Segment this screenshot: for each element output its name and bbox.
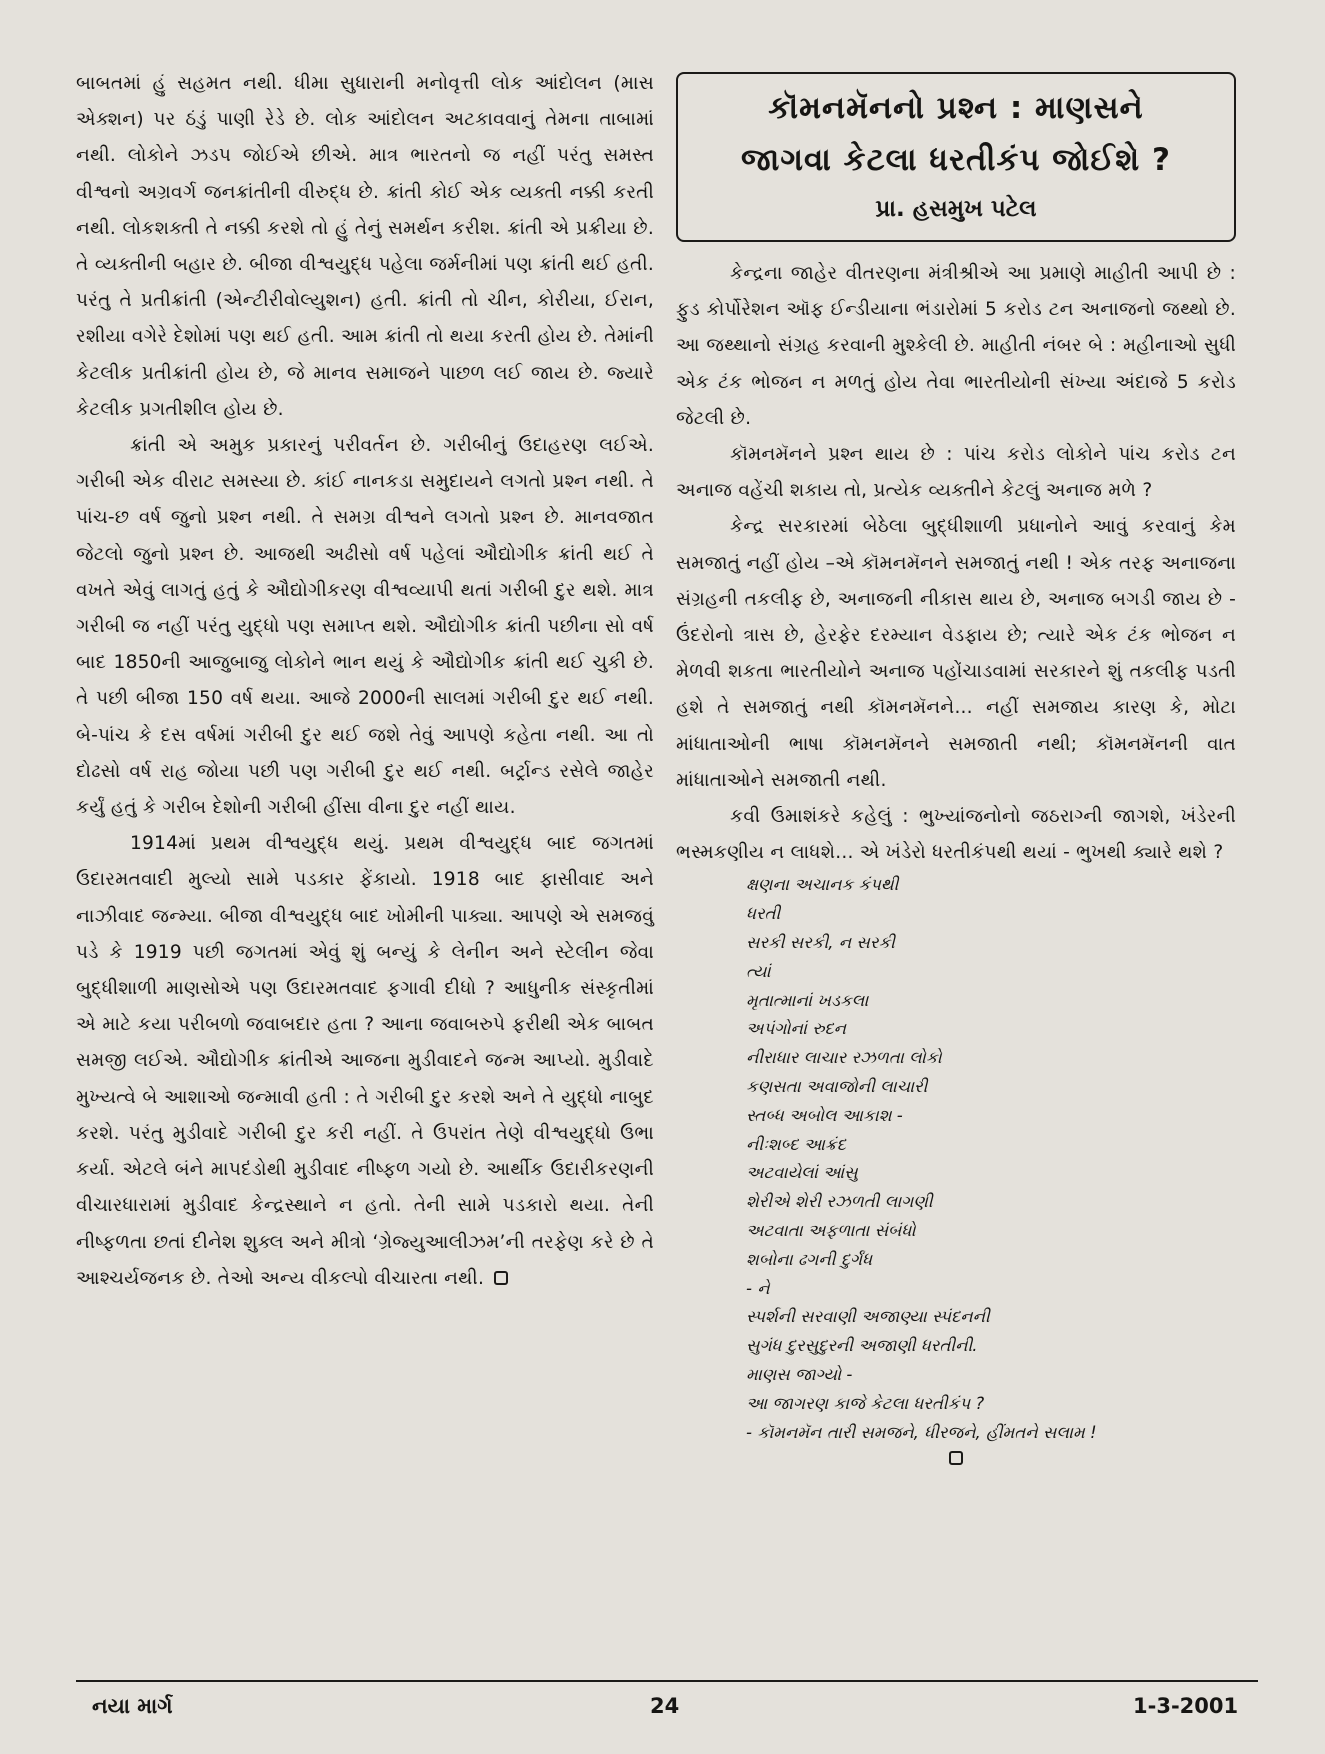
poem-line: સુગંધ દુરસુદુરની અજાણી ધરતીની.: [746, 1336, 978, 1356]
publication-name: નયા માર્ગ: [92, 1694, 173, 1718]
left-paragraph-1: બાબતમાં હું સહમત નથી. ધીમા સુધારાની મનોવૃત્તી લોક આંદોલન (માસ એક્શન) પર ઠંડું પાણી રેડે છે. લોક આંદોલન અટકાવવાનું તેમના તાબામાં નથી. લોકોને ઝડપ જોઈએ છીએ. માત્ર ભારતનો જ નહીં પરંતુ સમસ્ત વીશ્વનો અગ્રવર્ગ જનક્રાંતીની વીરુદ્ધ છે. ક્રાંતી કોઈ એક વ્યક્તી નક્કી કરતી નથી. લોકશક્તી તે નક્કી કરશે તો હું તેનું સમર્થન કરીશ. ક્રાંતી એ પ્રક્રીયા છે. તે વ્યક્તીની બહાર છે. બીજા વીશ્વયુદ્ધ પહેલા જર્મનીમાં પણ ક્રાંતી થઈ હતી. પરંતુ તે પ્રતીક્રાંતી (એન્ટીરીવોલ્યુશન) હતી. ક્રાંતી તો ચીન, કોરીયા, ઈરાન, રશીયા વગેરે દેશોમાં પણ થઈ હતી. આમ ક્રાંતી તો થયા કરતી હોય છે. તેમાંની કેટલીક પ્રતીક્રાંતી હોય છે, જે માનવ સમાજને પાછળ લઈ જાય છે. જ્યારે કેટલીક પ્રગતીશીલ હોય છે.: [76, 73, 654, 420]
issue-date: 1-3-2001: [1133, 1694, 1239, 1718]
left-paragraph-3-text: 1914માં પ્રથમ વીશ્વયુદ્ધ થયું. પ્રથમ વીશ્વયુદ્ધ બાદ જગતમાં ઉદારમતવાદી મુલ્યો સામે પડકાર ફેંકાયો. 1918 બાદ ફાસીવાદ અને નાઝીવાદ જન્મ્યા. બીજા વીશ્વયુદ્ધ બાદ ખોમીની પાક્યા. આપણે એ સમજવું પડે કે 1919 પછી જગતમાં એવું શું બન્યું કે લેનીન અને સ્ટેલીન જેવા બુદ્ધીશાળી માણસોએ પણ ઉદારમતવાદ ફગાવી દીધો ? આધુનીક સંસ્કૃતીમાં એ માટે કયા પરીબળો જવાબદાર હતા ? આના જવાબરુપે ફરીથી એક બાબત સમજી લઈએ. ઔદ્યોગીક ક્રાંતીએ આજના મુડીવાદને જન્મ આપ્યો. મુડીવાદે મુખ્યત્વે બે આશાઓ જન્માવી હતી : તે ગરીબી દુર કરશે અને તે યુદ્ધો નાબુદ કરશે. પરંતુ મુડીવાદે ગરીબી દુર કરી નહીં. તે ઉપરાંત તેણે વીશ્વયુદ્ધો ઉભા કર્યા. એટલે બંને માપદંડોથી મુડીવાદ નીષ્ફળ ગયો છે. આર્થીક ઉદારીકરણની વીચારધારામાં મુડીવાદ કેન્દ્રસ્થાને ન હતો. તેની સામે પડકારો થયા. તેની નીષ્ફળતા છતાં દીનેશ શુક્લ અને મીત્રો ‘ગ્રેજ્યુઆલીઝમ’ની તરફેણ કરે છે તે આશ્ચર્યજનક છે. તેઓ અન્ય વીકલ્પો વીચારતા નથી.: [76, 833, 654, 1289]
poem: [746, 871, 1236, 1447]
article-title-box: [676, 72, 1236, 242]
left-column: [76, 66, 654, 1297]
article-author: પ્રા. હસમુખ પટેલ: [875, 196, 1037, 222]
article-paragraph-2: કૉમનમૅનને પ્રશ્ન થાય છે : પાંચ કરોડ લોકોને પાંચ કરોડ ટન અનાજ વહેંચી શકાય તો, પ્રત્યેક વ્યક્તીને કેટલું અનાજ મળે ?: [676, 444, 1236, 502]
poem-line: ત્યાં: [746, 961, 771, 981]
poem-line: સરકી સરકી, ન સરકી: [746, 933, 895, 953]
poem-line: ધરતી: [746, 904, 781, 924]
poem-line: કણસતા અવાજોની લાચારી: [746, 1077, 928, 1097]
right-column: [676, 72, 1236, 1465]
poem-line: શેરીએ શેરી રઝળતી લાગણી: [746, 1192, 933, 1212]
poem-line: અટવાતા અફળાતા સંબંધો: [746, 1221, 916, 1241]
poem-line: શબોના ઢગની દુર્ગંધ: [746, 1249, 873, 1269]
poem-line: અપંગોનાં રુદન: [746, 1019, 847, 1039]
poem-line: નીરાધાર લાચાર રઝળતા લોકો: [746, 1048, 942, 1068]
article-paragraph-3: કેન્દ્ર સરકારમાં બેઠેલા બુદ્ધીશાળી પ્રધાનોને આવું કરવાનું કેમ સમજાતું નહીં હોય –એ કૉમનમૅનને સમજાતું નથી ! એક તરફ અનાજના સંગ્રહની તકલીફ છે, અનાજની નીકાસ થાય છે, અનાજ બગડી જાય છે - ઉંદરોનો ત્રાસ છે, હેરફેર દરમ્યાન વેડફાય છે; ત્યારે એક ટંક ભોજન ન મેળવી શકતા ભારતીયોને અનાજ પહોંચાડવામાં સરકારને શું તકલીફ પડતી હશે તે સમજાતું નથી કૉમનમૅનને... નહીં સમજાય કારણ કે, મોટા માંધાતાઓની ભાષા કૉમનમૅનને સમજાતી નથી; કૉમનમૅનની વાત માંધાતાઓને સમજાતી નથી.: [676, 516, 1236, 791]
poem-line: નીઃશબ્દ આક્રંદ: [746, 1134, 846, 1154]
left-paragraph-3: [76, 826, 654, 1297]
footer-divider: [76, 1680, 1258, 1682]
left-paragraph-2: ક્રાંતી એ અમુક પ્રકારનું પરીવર્તન છે. ગરીબીનું ઉદાહરણ લઈએ. ગરીબી એક વીરાટ સમસ્યા છે. કાંઈ નાનકડા સમુદાયને લગતો પ્રશ્ન નથી. તે પાંચ-છ વર્ષ જુનો પ્રશ્ન નથી. તે સમગ્ર વીશ્વને લગતો પ્રશ્ન છે. માનવજાત જેટલો જુનો પ્રશ્ન છે. આજથી અઢીસો વર્ષ પહેલાં ઔદ્યોગીક ક્રાંતી થઈ તે વખતે એવું લાગતું હતું કે ઔદ્યોગીકરણ વીશ્વવ્યાપી થતાં ગરીબી દુર થશે. માત્ર ગરીબી જ નહીં પરંતુ યુદ્ધો પણ સમાપ્ત થશે. ઔદ્યોગીક ક્રાંતી પછીના સો વર્ષ બાદ 1850ની આજુબાજુ લોકોને ભાન થયું કે ઔદ્યોગીક ક્રાંતી થઈ ચુકી છે. તે પછી બીજા 150 વર્ષ થયા. આજે 2000ની સાલમાં ગરીબી દુર થઈ નથી. બે-પાંચ કે દસ વર્ષમાં ગરીબી દુર થઈ જશે તેવું આપણે કહેતા નથી. આ તો દોઢસો વર્ષ રાહ જોયા પછી પણ ગરીબી દુર થઈ નથી. બર્ટ્રાન્ડ રસેલે જાહેર કર્યું હતું કે ગરીબ દેશોની ગરીબી હીંસા વીના દુર નહીં થાય.: [76, 435, 654, 819]
poem-line: સ્તબ્ધ અબોલ આકાશ -: [746, 1105, 903, 1125]
article-title-line-1: કૉમનમૅનનો પ્રશ્ન : માણસને: [768, 90, 1144, 126]
poem-line: મૃતાત્માનાં ખડકલા: [746, 990, 869, 1010]
end-of-poem-mark-icon: [949, 1451, 963, 1465]
poem-line: ક્ષણના અચાનક કંપથી: [746, 875, 899, 895]
end-of-article-mark-icon: [494, 1271, 508, 1285]
article-paragraph-4: કવી ઉમાશંકરે કહેલું : ભુખ્યાંજનોનો જઠરાગ્ની જાગશે, ખંડેરની ભસ્મકણીય ન લાધશે... એ ખંડેરો ધરતીકંપથી થયાં - ભુખથી ક્યારે થશે ?: [676, 806, 1236, 864]
poem-line: - ને: [746, 1278, 770, 1298]
poem-line: - કૉમનમૅન તારી સમજને, ધીરજને, હીંમતને સલામ !: [746, 1422, 1097, 1442]
poem-line: સ્પર્શની સરવાણી અજાણ્યા સ્પંદનની: [746, 1307, 990, 1327]
poem-line: અટવાયેલાં આંસુ: [746, 1163, 858, 1183]
article-title-line-2: જાગવા કેટલા ધરતીકંપ જોઈશે ?: [741, 142, 1171, 178]
article-paragraph-1: કેન્દ્રના જાહેર વીતરણના મંત્રીશ્રીએ આ પ્રમાણે માહીતી આપી છે : ફુડ કોર્પોરેશન ઑફ ઈન્ડીયાના ભંડારોમાં 5 કરોડ ટન અનાજનો જથ્થો છે. આ જથ્થાનો સંગ્રહ કરવાની મુશ્કેલી છે. માહીતી નંબર બે : મહીનાઓ સુધી એક ટંક ભોજન ન મળતું હોય તેવા ભારતીયોની સંખ્યા અંદાજે 5 કરોડ જેટલી છે.: [676, 263, 1236, 429]
page-number: 24: [650, 1694, 680, 1718]
poem-line: આ જાગરણ કાજે કેટલા ધરતીકંપ ?: [746, 1393, 985, 1413]
page-footer: [0, 1680, 1325, 1740]
poem-line: માણસ જાગ્યો -: [746, 1365, 853, 1384]
